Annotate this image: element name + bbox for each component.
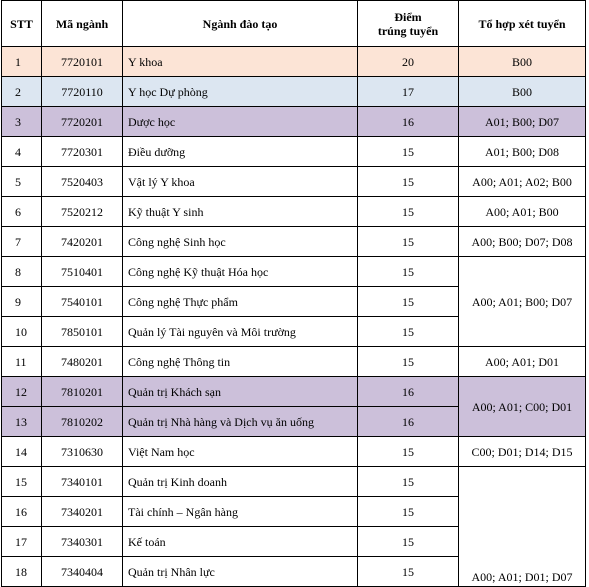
header-code: Mã ngành: [42, 1, 123, 47]
cell-code: 7340201: [42, 497, 123, 527]
cell-code: 7480201: [42, 347, 123, 377]
cell-score: 15: [358, 287, 459, 317]
cell-major: Việt Nam học: [123, 437, 358, 467]
cell-score: 15: [358, 557, 459, 587]
cell-code: 7810201: [42, 377, 123, 407]
header-row: [2, 1, 586, 47]
cell-stt: 6: [2, 197, 42, 227]
header-combo: Tổ hợp xét tuyển: [459, 1, 586, 47]
cell-major: Quản trị Nhân lực: [123, 557, 358, 587]
cell-score: 16: [358, 407, 459, 437]
header-major: Ngành đào tạo: [123, 1, 358, 47]
cell-stt: 16: [2, 497, 42, 527]
cell-code: 7540101: [42, 287, 123, 317]
cell-major: Quản trị Khách sạn: [123, 377, 358, 407]
cell-code: 7510401: [42, 257, 123, 287]
cell-combo: C00; D01; D14; D15: [459, 437, 586, 467]
table-row: [2, 47, 586, 77]
cell-stt: 14: [2, 437, 42, 467]
cell-major: Công nghệ Thông tin: [123, 347, 358, 377]
header-score-line2: trúng tuyển: [377, 23, 439, 38]
cell-stt: 17: [2, 527, 42, 557]
cell-combo: A00; B00; D07; D08: [459, 227, 586, 257]
cell-major: Y học Dự phòng: [123, 77, 358, 107]
cell-code: 7850101: [42, 317, 123, 347]
cell-major: Quản trị Nhà hàng và Dịch vụ ăn uống: [123, 407, 358, 437]
cell-score: 15: [358, 437, 459, 467]
cell-combo-merged: A00; A01; D01; D07: [459, 467, 586, 587]
cell-stt: 11: [2, 347, 42, 377]
cell-major: Công nghệ Sinh học: [123, 227, 358, 257]
cell-code: 7720101: [42, 47, 123, 77]
cell-stt: 18: [2, 557, 42, 587]
cell-stt: 9: [2, 287, 42, 317]
cell-score: 20: [358, 47, 459, 77]
cell-score: 16: [358, 107, 459, 137]
cell-major: Vật lý Y khoa: [123, 167, 358, 197]
table-row: [2, 197, 586, 227]
cell-major: Công nghệ Thực phẩm: [123, 287, 358, 317]
cell-stt: 12: [2, 377, 42, 407]
cell-stt: 2: [2, 77, 42, 107]
cell-code: 7520212: [42, 197, 123, 227]
cell-score: 15: [358, 167, 459, 197]
cell-combo: B00: [459, 47, 586, 77]
cell-code: 7420201: [42, 227, 123, 257]
cell-code: 7340301: [42, 527, 123, 557]
cell-major: Dược học: [123, 107, 358, 137]
table-row: [2, 137, 586, 167]
cell-combo: A01; B00; D08: [459, 137, 586, 167]
cell-stt: 8: [2, 257, 42, 287]
table-row: [2, 377, 586, 407]
header-score-line1: Điểm: [394, 9, 422, 24]
table-row: [2, 467, 586, 497]
cell-code: 7810202: [42, 407, 123, 437]
cell-major: Công nghệ Kỹ thuật Hóa học: [123, 257, 358, 287]
cell-score: 15: [358, 197, 459, 227]
cell-combo: A01; B00; D07: [459, 107, 586, 137]
table-row: [2, 257, 586, 287]
cell-major: Điều dưỡng: [123, 137, 358, 167]
cell-score: 15: [358, 527, 459, 557]
cell-major: Kỹ thuật Y sinh: [123, 197, 358, 227]
cell-code: 7340101: [42, 467, 123, 497]
cell-score: 15: [358, 497, 459, 527]
cell-stt: 10: [2, 317, 42, 347]
cell-code: 7720301: [42, 137, 123, 167]
cell-score: 17: [358, 77, 459, 107]
table-row: [2, 107, 586, 137]
cell-combo-merged: A00; A01; B00; D07: [459, 257, 586, 347]
cell-combo: B00: [459, 77, 586, 107]
cell-combo: A00; A01; B00: [459, 197, 586, 227]
header-score: [358, 1, 459, 47]
cell-score: 15: [358, 317, 459, 347]
cell-combo-merged: A00; A01; C00; D01: [459, 377, 586, 437]
table-row: [2, 167, 586, 197]
cell-major: Y khoa: [123, 47, 358, 77]
cell-stt: 15: [2, 467, 42, 497]
cell-stt: 4: [2, 137, 42, 167]
cell-score: 15: [358, 257, 459, 287]
cell-score: 16: [358, 377, 459, 407]
table-row: [2, 437, 586, 467]
cell-code: 7520403: [42, 167, 123, 197]
table-row: [2, 347, 586, 377]
cell-major: Quản lý Tài nguyên và Môi trường: [123, 317, 358, 347]
cell-code: 7720201: [42, 107, 123, 137]
cell-code: 7310630: [42, 437, 123, 467]
cell-major: Quản trị Kinh doanh: [123, 467, 358, 497]
cell-score: 15: [358, 347, 459, 377]
cell-score: 15: [358, 227, 459, 257]
header-stt: STT: [2, 1, 42, 47]
cell-code: 7720110: [42, 77, 123, 107]
table-row: [2, 77, 586, 107]
cell-code: 7340404: [42, 557, 123, 587]
cell-major: Kế toán: [123, 527, 358, 557]
cell-combo: A00; A01; D01: [459, 347, 586, 377]
admission-scores-table: [1, 0, 586, 587]
cell-stt: 3: [2, 107, 42, 137]
cell-stt: 7: [2, 227, 42, 257]
cell-combo: A00; A01; A02; B00: [459, 167, 586, 197]
cell-score: 15: [358, 467, 459, 497]
cell-stt: 1: [2, 47, 42, 77]
cell-stt: 5: [2, 167, 42, 197]
cell-score: 15: [358, 137, 459, 167]
cell-stt: 13: [2, 407, 42, 437]
table-row: [2, 227, 586, 257]
cell-major: Tài chính – Ngân hàng: [123, 497, 358, 527]
